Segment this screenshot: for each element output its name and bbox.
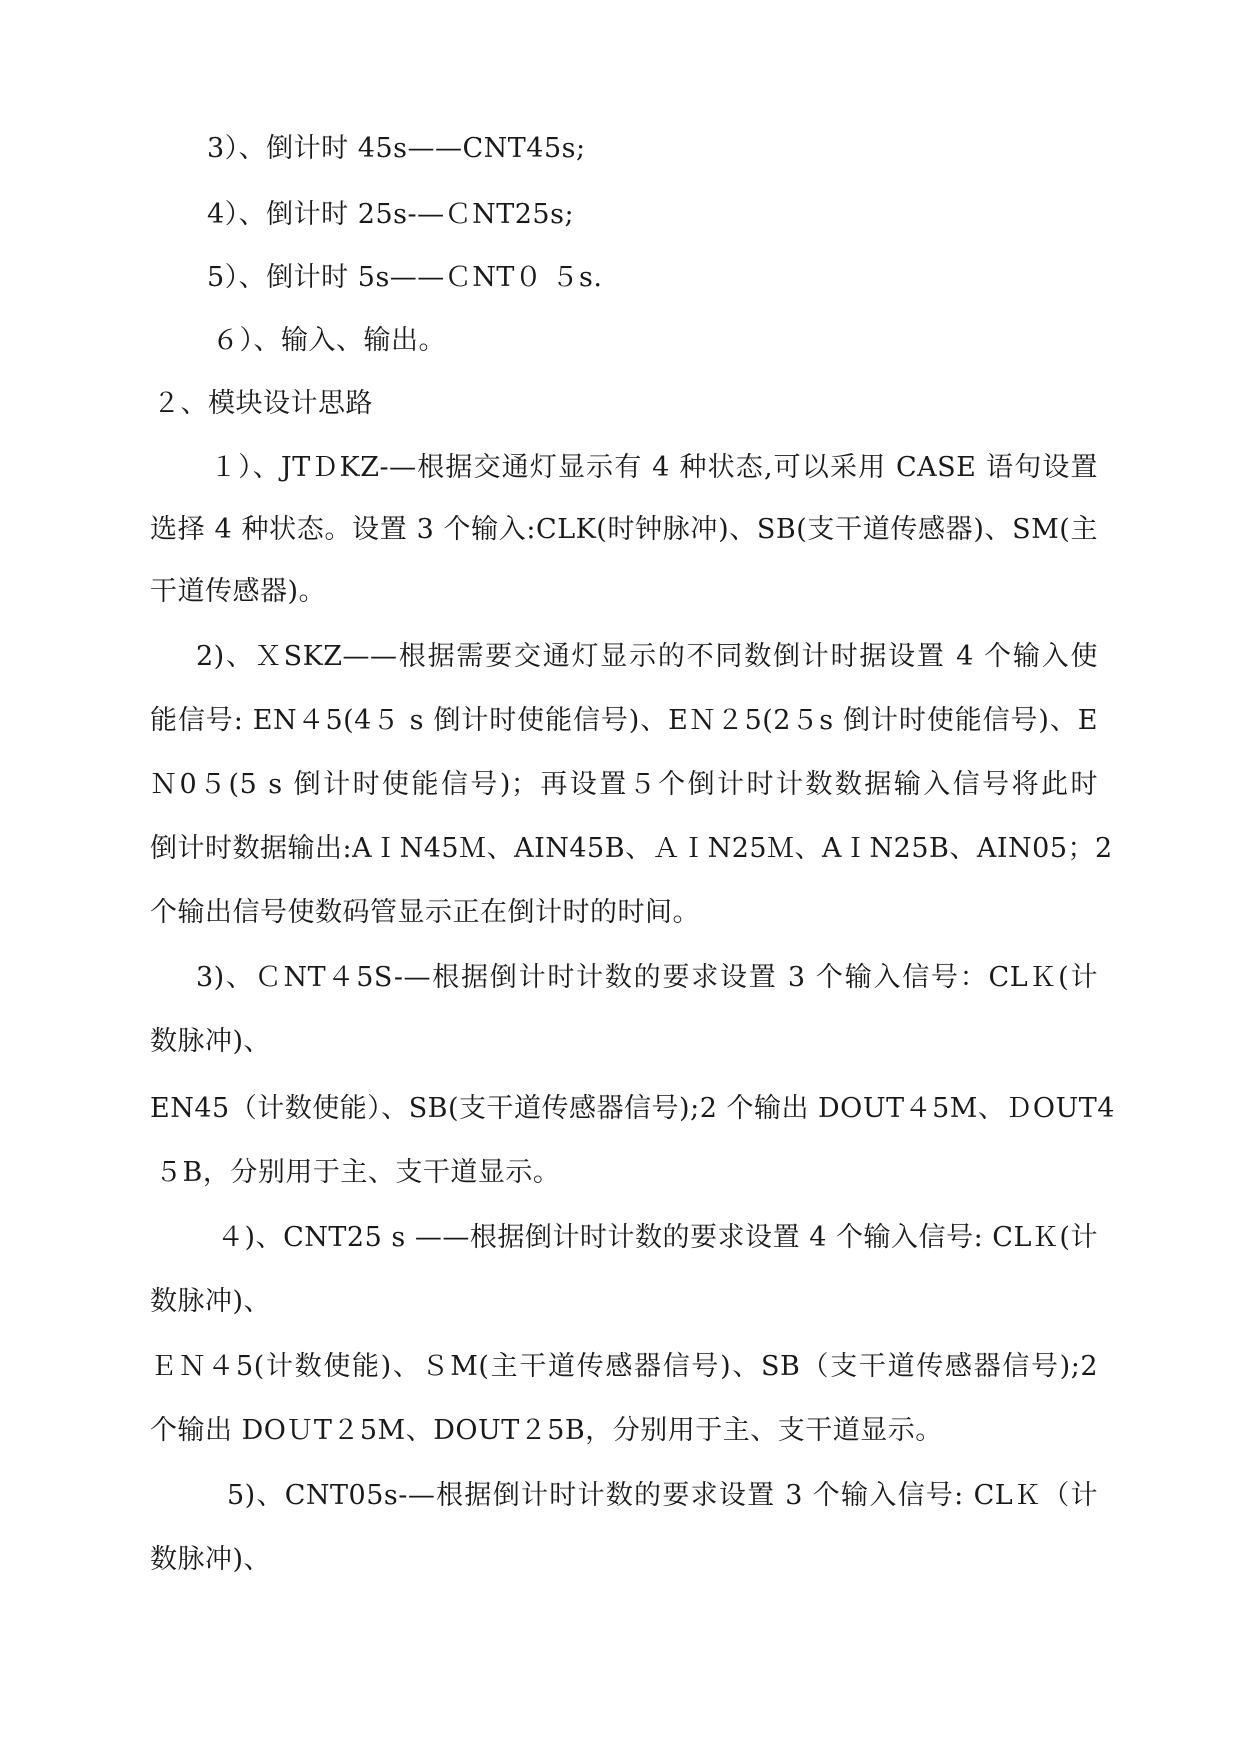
line-13: 个输出信号使数码管显示正在倒计时的时间。 <box>150 897 700 928</box>
line-2: 4）、倒计时 25s-—ＣNT25s; <box>207 199 575 230</box>
line-16: EN45（计数使能）、SB(支干道传感器信号);2 个输出 DOUT４5M、ＤOUT4 <box>150 1093 1115 1124</box>
line-15: 数脉冲)、 <box>150 1026 272 1057</box>
line-6: １）、JTＤKZ-—根据交通灯显示有 4 种状态,可以采用 CASE 语句设置 <box>210 452 1098 483</box>
line-20: ＥＮ４5(计数使能)、ＳM(主干道传感器信号)、SB（支干道传感器信号);2 <box>150 1351 1098 1382</box>
line-9: 2)、ＸSKZ——根据需要交通灯显示的不同数倒计时据设置 4 个输入使 <box>196 641 1098 672</box>
line-1: 3）、倒计时 45s——CNT45s; <box>207 133 586 164</box>
line-23: 数脉冲)、 <box>150 1544 272 1575</box>
line-18: ４)、CNT25 s ——根据倒计时计数的要求设置 4 个输入信号: CLＫ(计 <box>217 1222 1098 1253</box>
line-22: 5)、CNT05s-—根据倒计时计数的要求设置 3 个输入信号: CLＫ（计 <box>227 1480 1098 1511</box>
line-17: ５B，分别用于主、支干道显示。 <box>155 1157 561 1188</box>
line-3: 5）、倒计时 5s——ＣNT０ ５s. <box>207 262 603 293</box>
line-19: 数脉冲)、 <box>150 1286 272 1317</box>
line-7: 选择 4 种状态。设置 3 个输入:CLK(时钟脉冲)、SB(支干道传感器)、SM(主 <box>150 514 1098 545</box>
section-heading: ２、模块设计思路 <box>153 388 373 419</box>
line-12: 倒计时数据输出:AＩN45Ｍ、AIN45B、ＡＩN25Ｍ、AＩN25B、AIN05；2 <box>150 833 1113 864</box>
line-4: ６）、输入、输出。 <box>212 325 446 356</box>
line-11: Ｎ0５(5 s 倒计时使能信号)；再设置５个倒计时计数数据输入信号将此时 <box>150 769 1098 800</box>
line-10: 能信号: EN４5(4５ s 倒计时使能信号)、EＮ２5(2５s 倒计时使能信号)、E <box>150 705 1098 736</box>
line-8: 干道传感器)。 <box>150 576 327 607</box>
line-21: 个输出 DOＵT２5M、DOUT２5B，分别用于主、支干道显示。 <box>150 1415 943 1446</box>
line-14: 3)、ＣNT４5S-—根据倒计时计数的要求设置 3 个输入信号：CLＫ(计 <box>196 962 1098 993</box>
